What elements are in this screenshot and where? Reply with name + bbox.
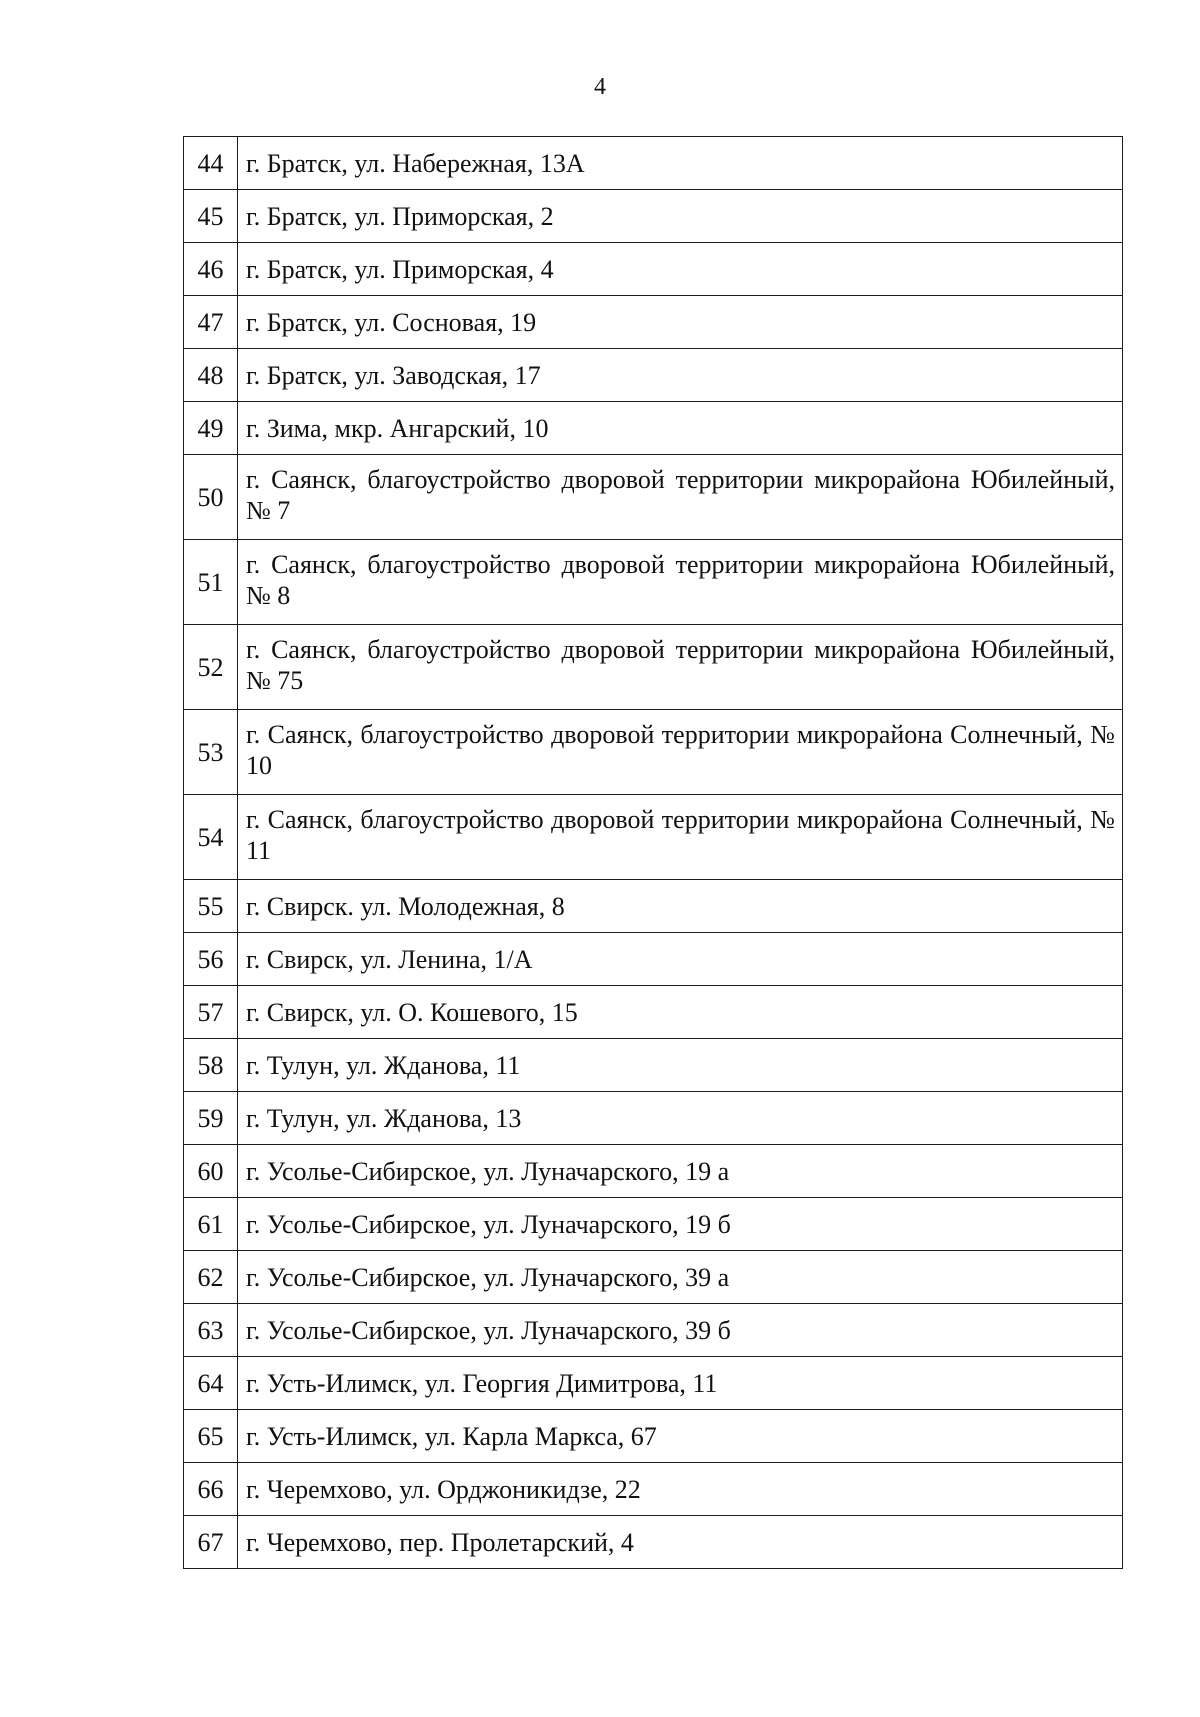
row-address: г. Усолье-Сибирское, ул. Луначарского, 39 а	[238, 1251, 1123, 1304]
row-number: 47	[184, 296, 238, 349]
row-number: 51	[184, 540, 238, 625]
row-address: г. Тулун, ул. Жданова, 13	[238, 1092, 1123, 1145]
row-address: г. Зима, мкр. Ангарский, 10	[238, 402, 1123, 455]
row-number: 52	[184, 625, 238, 710]
row-address: г. Братск, ул. Заводская, 17	[238, 349, 1123, 402]
row-number: 56	[184, 933, 238, 986]
row-address: г. Усть-Илимск, ул. Карла Маркса, 67	[238, 1410, 1123, 1463]
table-row	[184, 1304, 1123, 1357]
row-number: 67	[184, 1516, 238, 1569]
row-address: г. Братск, ул. Приморская, 2	[238, 190, 1123, 243]
table-row	[184, 1039, 1123, 1092]
row-number: 62	[184, 1251, 238, 1304]
table-row	[184, 402, 1123, 455]
row-number: 46	[184, 243, 238, 296]
row-address: г. Черемхово, пер. Пролетарский, 4	[238, 1516, 1123, 1569]
row-number: 59	[184, 1092, 238, 1145]
row-number: 58	[184, 1039, 238, 1092]
table-row	[184, 540, 1123, 625]
row-number: 45	[184, 190, 238, 243]
table-row	[184, 1145, 1123, 1198]
row-address: г. Усолье-Сибирское, ул. Луначарского, 39 б	[238, 1304, 1123, 1357]
table-row	[184, 1516, 1123, 1569]
table-row	[184, 1410, 1123, 1463]
page-number: 4	[594, 74, 606, 100]
table-row	[184, 933, 1123, 986]
row-number: 65	[184, 1410, 238, 1463]
row-address: г. Саянск, благоустройство дворовой территории микрорайона Юбилейный, № 75	[238, 625, 1123, 710]
row-number: 44	[184, 137, 238, 190]
table-row	[184, 625, 1123, 710]
row-address: г. Свирск. ул. Молодежная, 8	[238, 880, 1123, 933]
table-row	[184, 243, 1123, 296]
row-address: г. Братск, ул. Приморская, 4	[238, 243, 1123, 296]
row-address: г. Свирск, ул. О. Кошевого, 15	[238, 986, 1123, 1039]
row-address: г. Усолье-Сибирское, ул. Луначарского, 19 б	[238, 1198, 1123, 1251]
row-number: 64	[184, 1357, 238, 1410]
table-row	[184, 1092, 1123, 1145]
row-number: 57	[184, 986, 238, 1039]
row-address: г. Саянск, благоустройство дворовой территории микрорайона Солнечный, № 11	[238, 795, 1123, 880]
row-number: 63	[184, 1304, 238, 1357]
row-address: г. Усть-Илимск, ул. Георгия Димитрова, 11	[238, 1357, 1123, 1410]
row-address: г. Черемхово, ул. Орджоникидзе, 22	[238, 1463, 1123, 1516]
row-address: г. Саянск, благоустройство дворовой территории микрорайона Солнечный, № 10	[238, 710, 1123, 795]
row-number: 54	[184, 795, 238, 880]
row-address: г. Братск, ул. Сосновая, 19	[238, 296, 1123, 349]
table-row	[184, 1357, 1123, 1410]
row-address: г. Братск, ул. Набережная, 13А	[238, 137, 1123, 190]
row-number: 48	[184, 349, 238, 402]
row-number: 49	[184, 402, 238, 455]
row-address: г. Усолье-Сибирское, ул. Луначарского, 19 а	[238, 1145, 1123, 1198]
table-row	[184, 296, 1123, 349]
row-number: 50	[184, 455, 238, 540]
table-row	[184, 1463, 1123, 1516]
row-number: 61	[184, 1198, 238, 1251]
table-row	[184, 190, 1123, 243]
table-row	[184, 1198, 1123, 1251]
table-row	[184, 880, 1123, 933]
row-number: 55	[184, 880, 238, 933]
table-row	[184, 710, 1123, 795]
row-address: г. Саянск, благоустройство дворовой территории микрорайона Юбилейный, № 8	[238, 540, 1123, 625]
row-number: 53	[184, 710, 238, 795]
table-row	[184, 349, 1123, 402]
row-address: г. Тулун, ул. Жданова, 11	[238, 1039, 1123, 1092]
table-row	[184, 986, 1123, 1039]
row-address: г. Саянск, благоустройство дворовой территории микрорайона Юбилейный, № 7	[238, 455, 1123, 540]
row-number: 60	[184, 1145, 238, 1198]
row-number: 66	[184, 1463, 238, 1516]
table-row	[184, 137, 1123, 190]
table-row	[184, 1251, 1123, 1304]
table-row	[184, 455, 1123, 540]
table-row	[184, 795, 1123, 880]
row-address: г. Свирск, ул. Ленина, 1/А	[238, 933, 1123, 986]
address-table	[183, 136, 1123, 1569]
